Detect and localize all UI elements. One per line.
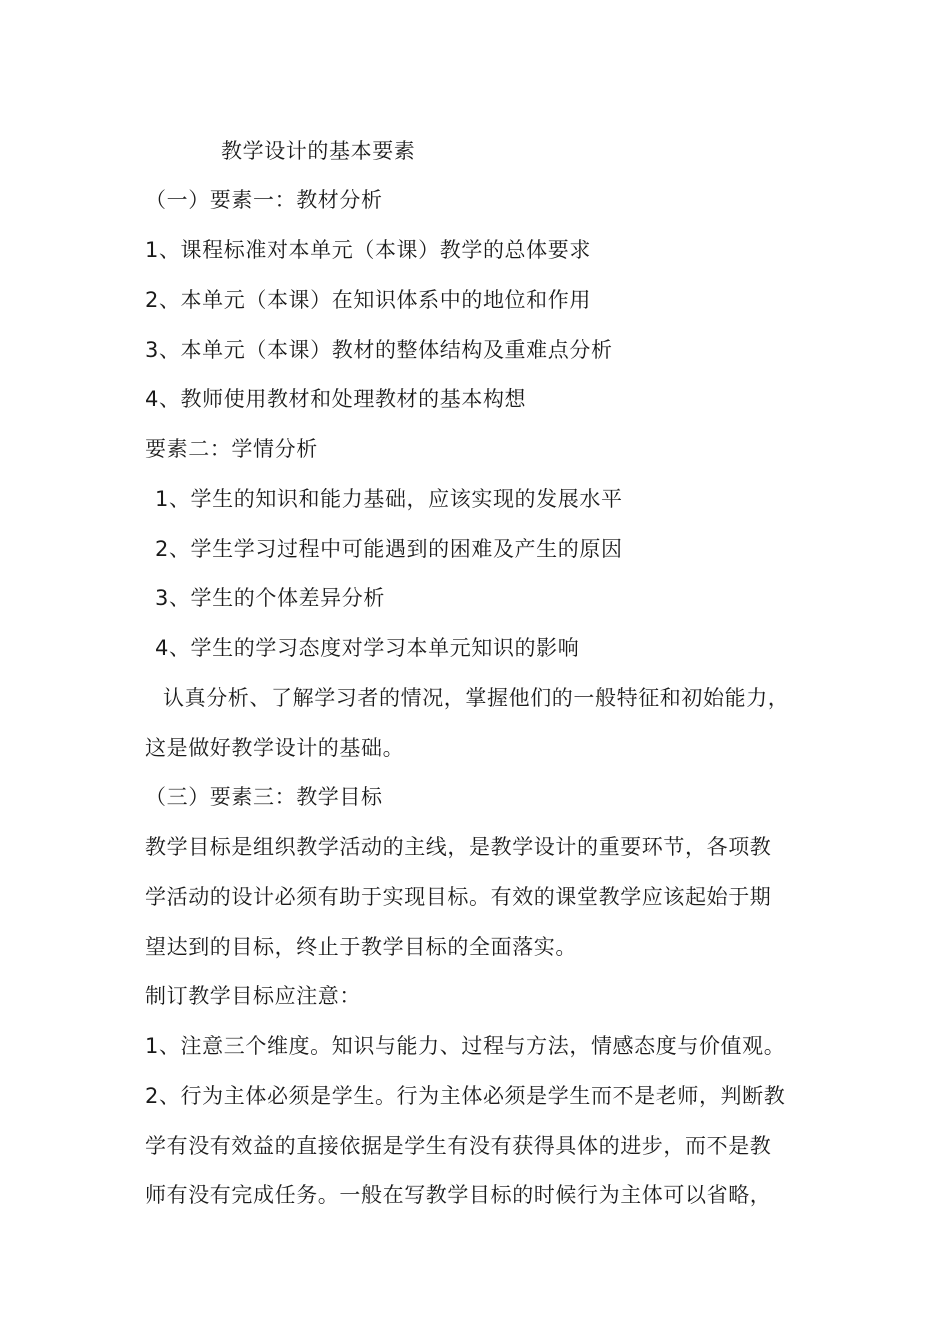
document-title: 教学设计的基本要素 bbox=[221, 139, 416, 163]
list-item: 4、教师使用教材和处理教材的基本构想 bbox=[145, 387, 527, 411]
paragraph-line: 这是做好教学设计的基础。 bbox=[145, 736, 405, 760]
list-item: 1、课程标准对本单元（本课）教学的总体要求 bbox=[145, 238, 591, 262]
list-item: 2、本单元（本课）在知识体系中的地位和作用 bbox=[145, 288, 591, 312]
paragraph-line: 认真分析、了解学习者的情况，掌握他们的一般特征和初始能力， bbox=[163, 686, 790, 710]
list-item: 2、学生学习过程中可能遇到的困难及产生的原因 bbox=[155, 537, 623, 561]
paragraph-line: 1、注意三个维度。知识与能力、过程与方法，情感态度与价值观。 bbox=[145, 1034, 786, 1058]
note-heading: 制订教学目标应注意： bbox=[145, 984, 361, 1008]
paragraph-line: 学有没有效益的直接依据是学生有没有获得具体的进步，而不是教 bbox=[145, 1134, 772, 1158]
paragraph-line: 学活动的设计必须有助于实现目标。有效的课堂教学应该起始于期 bbox=[145, 885, 772, 909]
section-heading: （三）要素三：教学目标 bbox=[145, 785, 383, 809]
list-item: 3、学生的个体差异分析 bbox=[155, 586, 385, 610]
list-item: 4、学生的学习态度对学习本单元知识的影响 bbox=[155, 636, 580, 660]
paragraph-line: 望达到的目标，终止于教学目标的全面落实。 bbox=[145, 935, 577, 959]
paragraph-line: 师有没有完成任务。一般在写教学目标的时候行为主体可以省略， bbox=[145, 1183, 772, 1207]
paragraph-line: 教学目标是组织教学活动的主线，是教学设计的重要环节，各项教 bbox=[145, 835, 772, 859]
section-heading: （一）要素一：教材分析 bbox=[145, 188, 383, 212]
paragraph-line: 2、行为主体必须是学生。行为主体必须是学生而不是老师，判断教 bbox=[145, 1084, 786, 1108]
list-item: 3、本单元（本课）教材的整体结构及重难点分析 bbox=[145, 338, 613, 362]
list-item: 1、学生的知识和能力基础，应该实现的发展水平 bbox=[155, 487, 623, 511]
section-heading: 要素二：学情分析 bbox=[145, 437, 318, 461]
